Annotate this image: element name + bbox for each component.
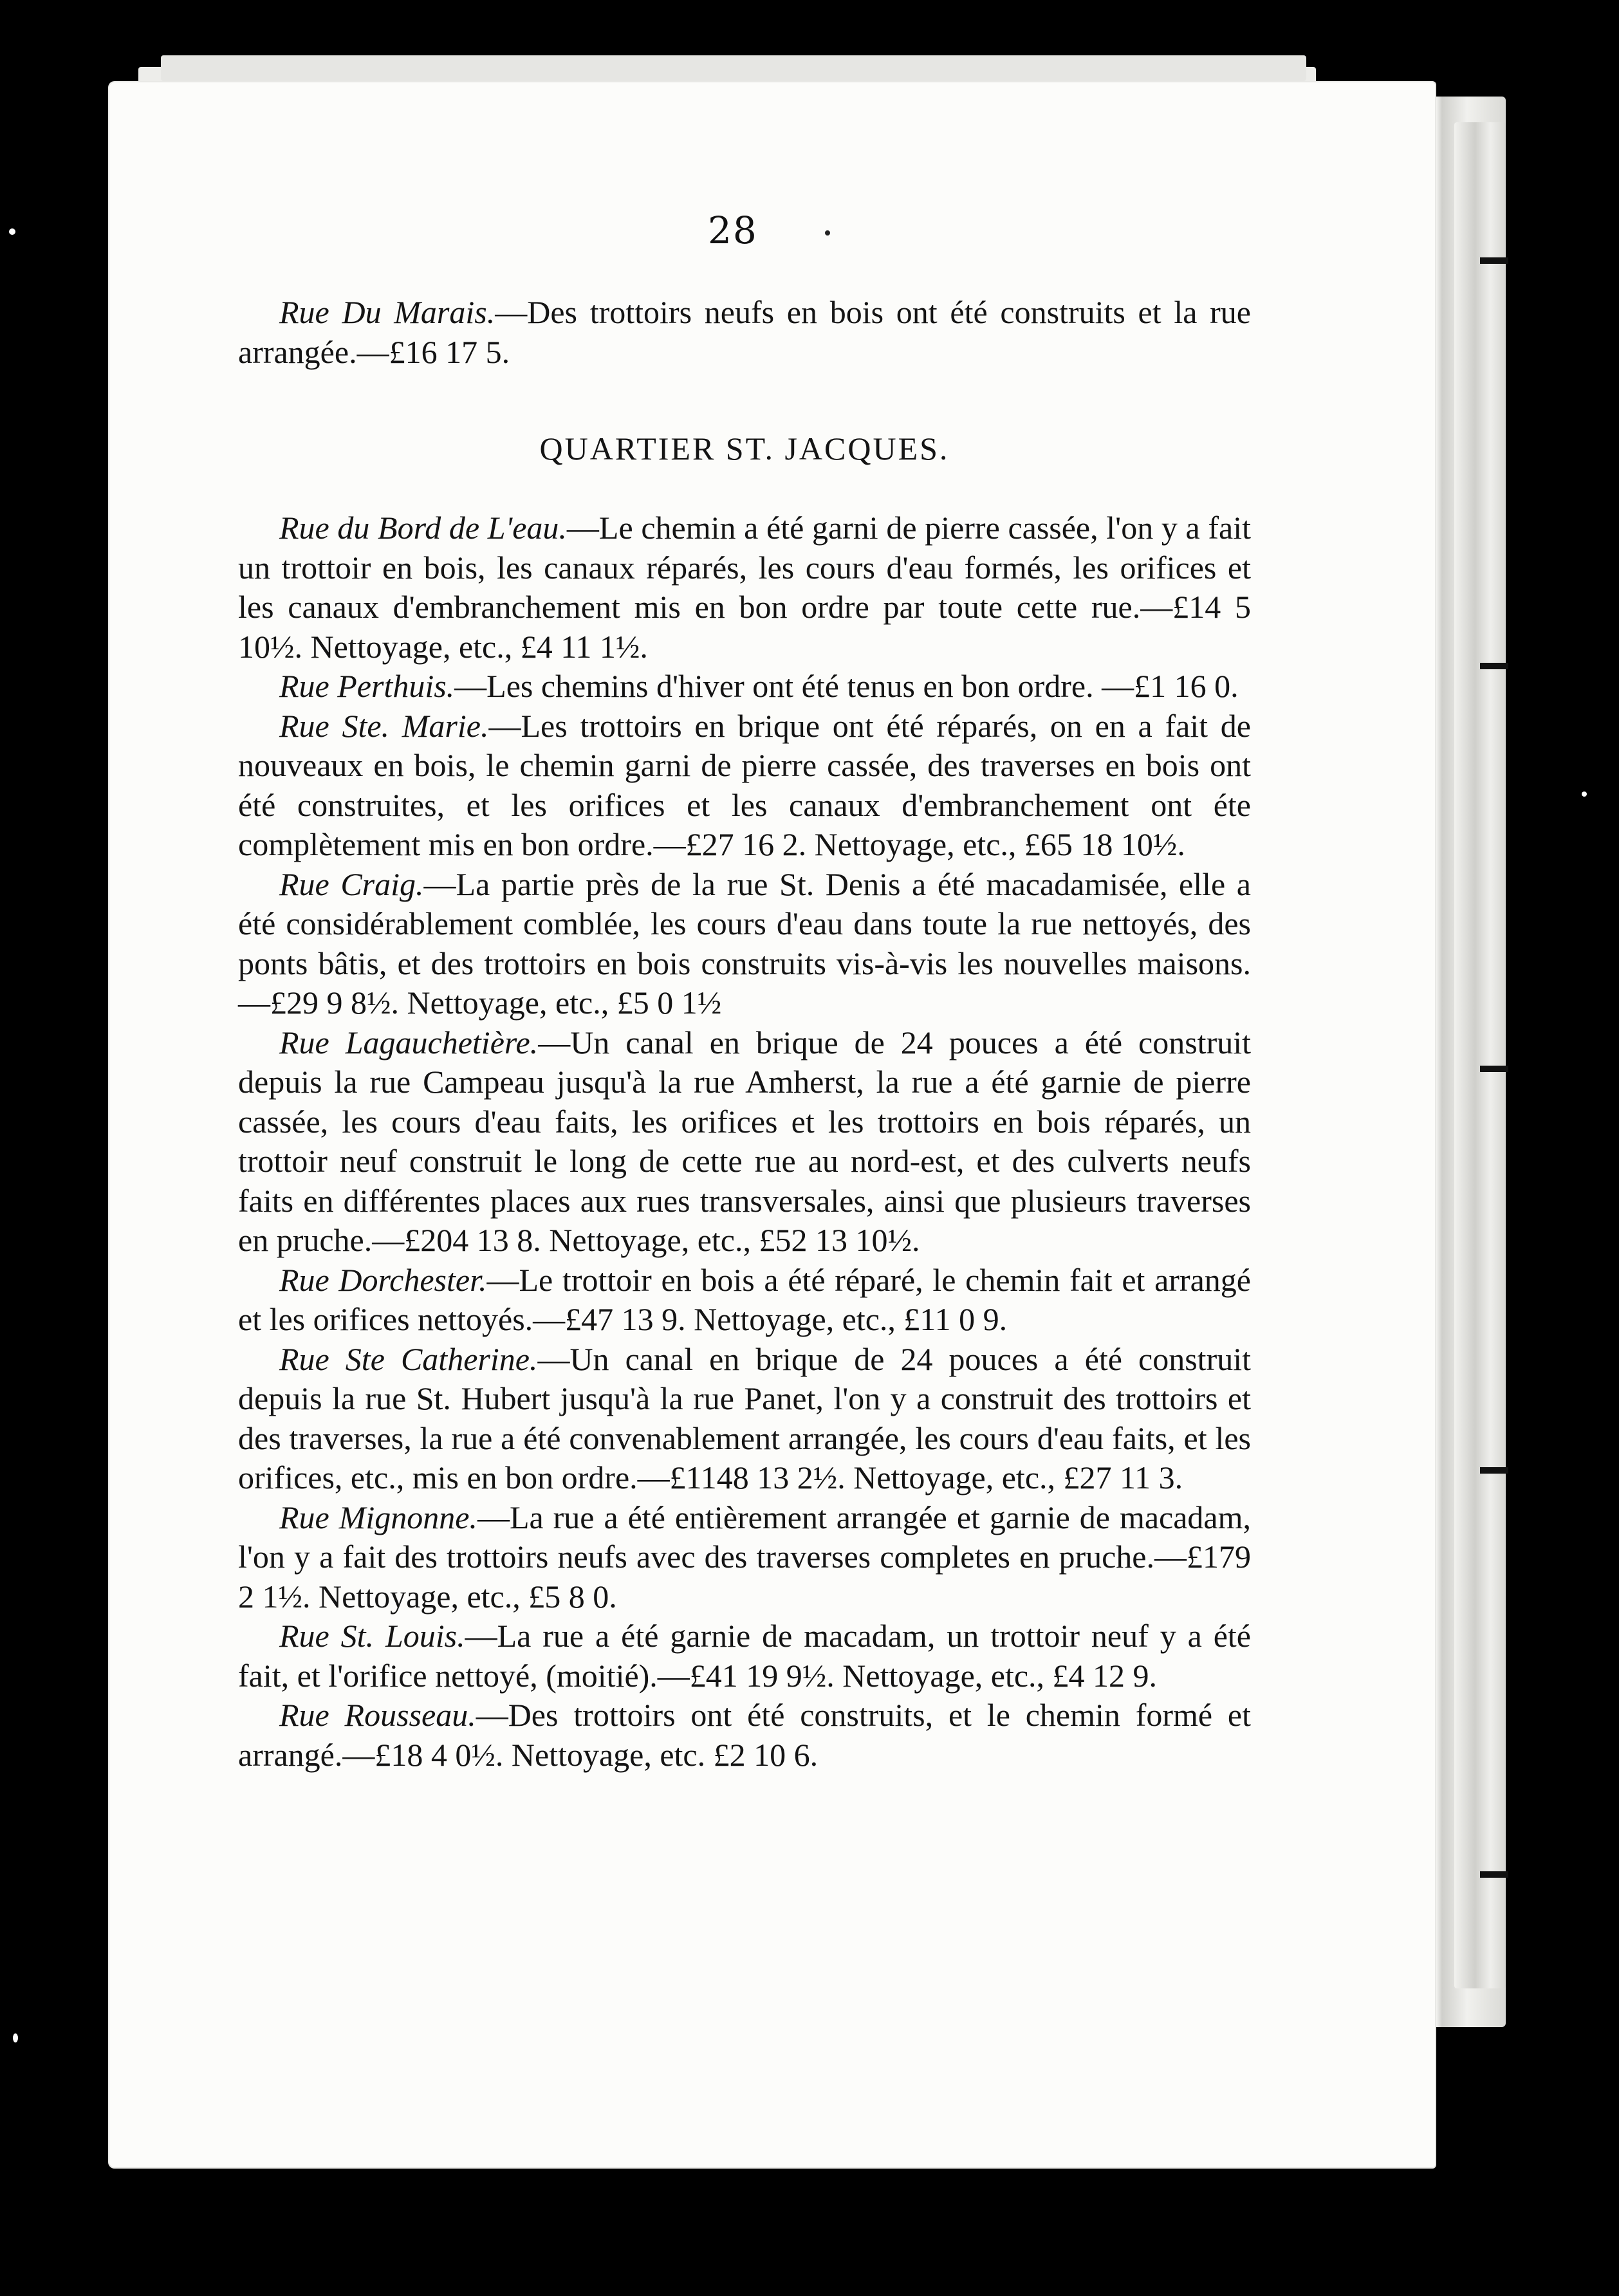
entry-text: —Le chemin a été garni de pierre cassée, l'on y a fait un trottoir en bois, les canaux réparés, les cours d'eau formés, les orifices et les canaux d'embranchement mis en bon ordre par toute cette rue.—£14 5 10½. Nettoyage, etc., £4 11 1½. [238,510,1252,665]
street-name: Rue Mignonne. [279,1499,477,1535]
page-number-dot [825,230,830,236]
binding-mark [1480,663,1508,669]
street-name: Rue Lagauchetière. [279,1024,539,1060]
entry-text: —La rue a été garnie de macadam, un trottoir neuf y a été fait, et l'orifice nettoyé, (moitié).—£41 19 9½. Nettoyage, etc., £4 12 9. [238,1618,1251,1694]
street-name: Rue Craig. [279,866,424,902]
entry-paragraph [238,865,1251,1023]
entry-paragraph [238,667,1251,707]
street-name: Rue du Bord de L'eau. [279,510,567,546]
page-number: 28 [708,208,758,252]
street-name: Rue Dorchester. [279,1261,487,1298]
entry-text: —Les trottoirs en brique ont été réparés, on en a fait de nouveaux en bois, le chemin garni de pierre cassée, des traverses en bois ont été construites, et les orifices et les canaux d'embranchement ont éte complètement mis en bon ordre.—£27 16 2. Nettoyage, etc., £65 18 10½. [238,707,1251,862]
scan-speck [1582,792,1587,797]
entry-text: —Les chemins d'hiver ont été tenus en bon ordre. —£1 16 0. [454,668,1239,704]
entry-paragraph [238,1023,1251,1261]
street-name: Rue Rousseau. [279,1697,476,1733]
street-name: Rue Ste. Marie. [279,707,489,744]
scan-speck [9,228,15,235]
entry-paragraph [238,1696,1251,1775]
entry-paragraph [238,1498,1251,1617]
entry-text: —La rue a été entièrement arrangée et garnie de macadam, l'on y a fait des trottoirs neufs avec des traverses completes en pruche.—£179 2 1½. Nettoyage, etc., £5 8 0. [238,1499,1252,1615]
entry-paragraph [238,1340,1251,1498]
page-stack-edge-top-back [161,55,1306,81]
section-heading: QUARTIER ST. JACQUES. [539,430,950,467]
page-stack-edge-right-inner [1454,122,1506,1988]
street-name: Rue Perthuis. [279,668,455,704]
entry-text: —Le trottoir en bois a été réparé, le chemin fait et arrangé et les orifices nettoyés.—£47 13 9. Nettoyage, etc., £11 0 9. [238,1261,1251,1337]
entry-paragraph [238,1261,1251,1340]
binding-mark [1480,1467,1508,1474]
entries-block [238,508,1251,1775]
binding-mark [1480,257,1508,264]
street-name: Rue Du Marais. [279,294,495,330]
entry-paragraph [238,1616,1251,1696]
binding-mark [1480,1066,1508,1072]
street-name: Rue St. Louis. [279,1618,465,1654]
entry-text: —Des trottoirs ont été construits, et le chemin formé et arrangé.—£18 4 0½. Nettoyage, etc. £2 10 6. [238,1697,1251,1773]
entry-paragraph [238,293,1251,372]
scan-speck [13,2033,18,2042]
binding-mark [1480,1871,1508,1878]
street-name: Rue Ste Catherine. [279,1340,538,1377]
entry-text: —La partie près de la rue St. Denis a été macadamisée, elle a été considérablement comblée, les cours d'eau dans toute la rue nettoyés, des ponts bâtis, et des trottoirs en bois construits vis-à-vis les nouvelles maisons.—£29 9 8½. Nettoyage, etc., £5 0 1½ [238,866,1251,1021]
intro-entry [238,293,1251,372]
entry-paragraph [238,707,1251,865]
entry-text: —Des trottoirs neufs en bois ont été construits et la rue arrangée.—£16 17 5. [238,294,1251,370]
entry-text: —Un canal en brique de 24 pouces a été construit depuis la rue St. Hubert jusqu'à la rue Panet, l'on y a construit des trottoirs et des traverses, la rue a été convenablement arrangée, les cours d'eau faits, et les orifices, etc., mis en bon ordre.—£1148 13 2½. Nettoyage, etc., £27 11 3. [238,1340,1252,1495]
entry-paragraph [238,508,1251,667]
entry-text: —Un canal en brique de 24 pouces a été construit depuis la rue Campeau jusqu'à la rue Amherst, la rue a été garnie de pierre cassée, les cours d'eau faits, les orifices et les trottoirs en bois réparés, un trottoir neuf construit le long de cette rue au nord-est, et des culverts neufs faits en différentes places aux rues transversales, ainsi que plusieurs traverses en pruche.—£204 13 8. Nettoyage, etc., £52 13 10½. [238,1024,1252,1258]
